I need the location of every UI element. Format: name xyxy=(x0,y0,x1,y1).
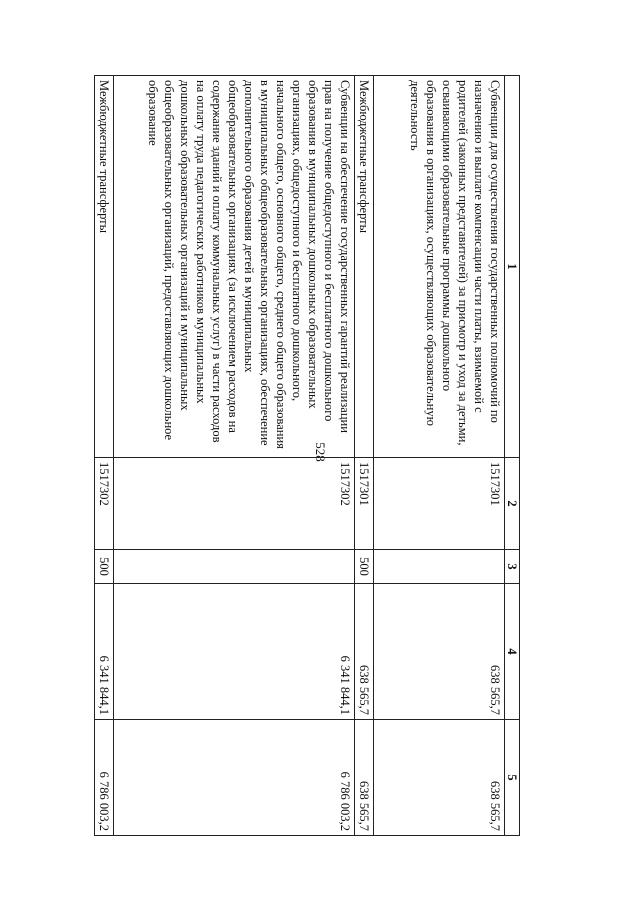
row-type xyxy=(114,550,355,584)
row-code: 1517302 xyxy=(95,458,114,550)
row-code: 1517302 xyxy=(114,458,355,550)
row-amount: 638 565,7 xyxy=(355,584,374,720)
header-col-5: 5 xyxy=(505,720,520,836)
row-code: 1517301 xyxy=(374,458,505,550)
row-total: 638 565,7 xyxy=(355,720,374,836)
table-row xyxy=(95,76,114,836)
table-row xyxy=(355,76,374,836)
header-col-1: 1 xyxy=(505,76,520,458)
row-type xyxy=(374,550,505,584)
row-name: Межбюджетные трансферты xyxy=(95,76,114,458)
header-col-4: 4 xyxy=(505,584,520,720)
row-name: Субвенции на обеспечение государственных гарантий реализации прав на получение общедоступного и бесплатного дошкольного образования в муниципальных дошкольных образовательных организациях, общедоступного и бесплатного дошкольного, начального общего, основного общего, среднего общего образования в муниципальных общеобразовательных организациях, обеспечение дополнительного образования детей в муниципальных общеобразовательных организациях (за исключением расходов на содержание зданий и оплату коммунальных услуг) в части расходов на оплату труда педагогических работников муниципальных дошкольных образовательных организаций и муниципальных общеобразовательных организаций, предоставляющих дошкольное образование xyxy=(114,76,355,458)
table-row xyxy=(114,76,355,836)
row-amount: 6 341 844,1 xyxy=(95,584,114,720)
row-total: 6 786 003,2 xyxy=(114,720,355,836)
row-name: Межбюджетные трансферты xyxy=(355,76,374,458)
row-total: 6 786 003,2 xyxy=(95,720,114,836)
row-type: 500 xyxy=(355,550,374,584)
budget-table-container xyxy=(95,75,520,835)
header-col-3: 3 xyxy=(505,550,520,584)
row-amount: 6 341 844,1 xyxy=(114,584,355,720)
budget-table xyxy=(94,75,520,836)
header-col-2: 2 xyxy=(505,458,520,550)
table-row xyxy=(374,76,505,836)
row-code: 1517301 xyxy=(355,458,374,550)
page-number: 528 xyxy=(313,442,328,462)
row-total: 638 565,7 xyxy=(374,720,505,836)
row-type: 500 xyxy=(95,550,114,584)
row-amount: 638 565,7 xyxy=(374,584,505,720)
row-name: Субвенции для осуществления государственных полномочий по назначению и выплате компенсации части платы, взимаемой с родителей (законных представителей) за присмотр и уход за детьми, осваивающими образовательные программы дошкольного образования в организациях, осуществляющих образовательную деятельность xyxy=(374,76,505,458)
table-header-row xyxy=(505,76,520,836)
